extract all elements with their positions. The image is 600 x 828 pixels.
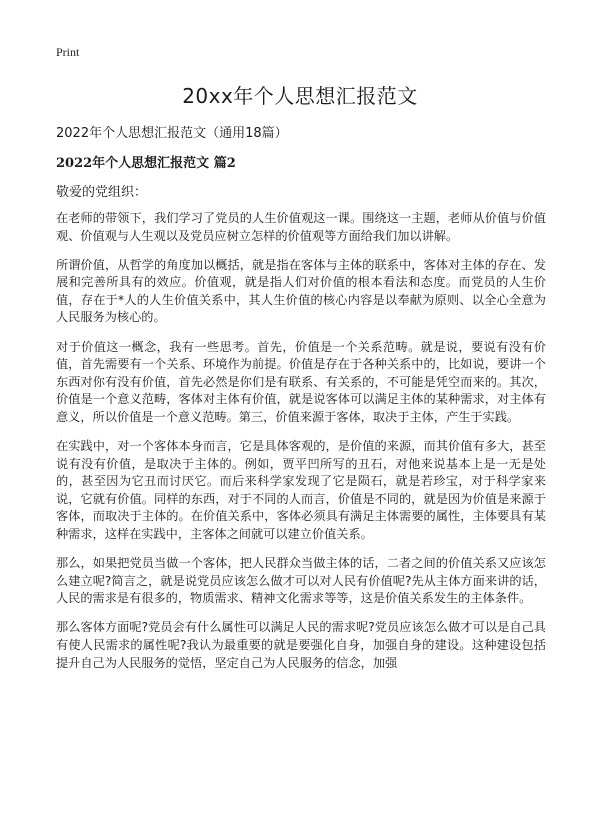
document-subtitle: 2022年个人思想汇报范文（通用18篇） [56,126,288,141]
document-body [56,210,546,684]
paragraph-5: 那么，如果把党员当做一个客体，把人民群众当做主体的话，二者之间的价值关系又应该怎么建立呢?简言之，就是说党员应该怎么做才可以对人民有价值呢?先从主体方面来讲的话，人民的需求是有很多的，物质需求、精神文化需求等等，这是价值关系发生的主体条件。 [56,556,546,606]
print-link[interactable]: Print [56,45,80,59]
paragraph-6: 那么客体方面呢?党员会有什么属性可以满足人民的需求呢?党员应该怎么做才可以是自己具有使人民需求的属性呢?我认为最重要的就是要强化自身，加强自身的建设。这种建设包括提升自己为人民服务的觉悟，坚定自己为人民服务的信念，加强 [56,620,546,670]
greeting: 敬爱的党组织： [56,185,148,200]
paragraph-1: 在老师的带领下，我们学习了党员的人生价值观这一课。围绕这一主题，老师从价值与价值观、价值观与人生观以及党员应树立怎样的价值观等方面给我们加以讲解。 [56,211,546,243]
section-heading: 2022年个人思想汇报范文 篇2 [56,156,236,171]
paragraph-2: 所谓价值，从哲学的角度加以概括，就是指在客体与主体的联系中，客体对主体的存在、发展和完善所具有的效应。价值观，就是指人们对价值的根本看法和态度。而党员的人生价值，存在于*人的人生价值关系中，其人生价值的核心内容是以奉献为原则、以全心全意为人民服务为核心的。 [56,257,546,325]
paragraph-3: 对于价值这一概念，我有一些思考。首先，价值是一个关系范畴。就是说，要说有没有价值，首先需要有一个关系、环境作为前提。价值是存在于各种关系中的，比如说，要讲一个东西对你有没有价值，首先必然是你们是有联系、有关系的，不可能是凭空而来的。其次，价值是一个意义范畴，客体对主体有价值，就是说客体可以满足主体的某种需求，对主体有意义，所以价值是一个意义范畴。第三，价值来源于客体，取决于主体，产生于实践。 [56,339,546,424]
paragraph-4: 在实践中，对一个客体本身而言，它是具体客观的，是价值的来源，而其价值有多大，甚至说有没有价值，是取决于主体的。例如，贾平凹所写的丑石，对他来说基本上是一无是处的，甚至因为它丑而讨厌它。而后来科学家发现了它是陨石，就是若珍宝，对于科学家来说，它就有价值。同样的东西，对于不同的人而言，价值是不同的，就是因为价值是来源于客体，而取决于主体的。在价值关系中，客体必须具有满足主体需要的属性，主体要具有某种需求，这样在实践中，主客体之间就可以建立价值关系。 [56,439,546,541]
document-title: 20xx年个人思想汇报范文 [182,84,418,108]
